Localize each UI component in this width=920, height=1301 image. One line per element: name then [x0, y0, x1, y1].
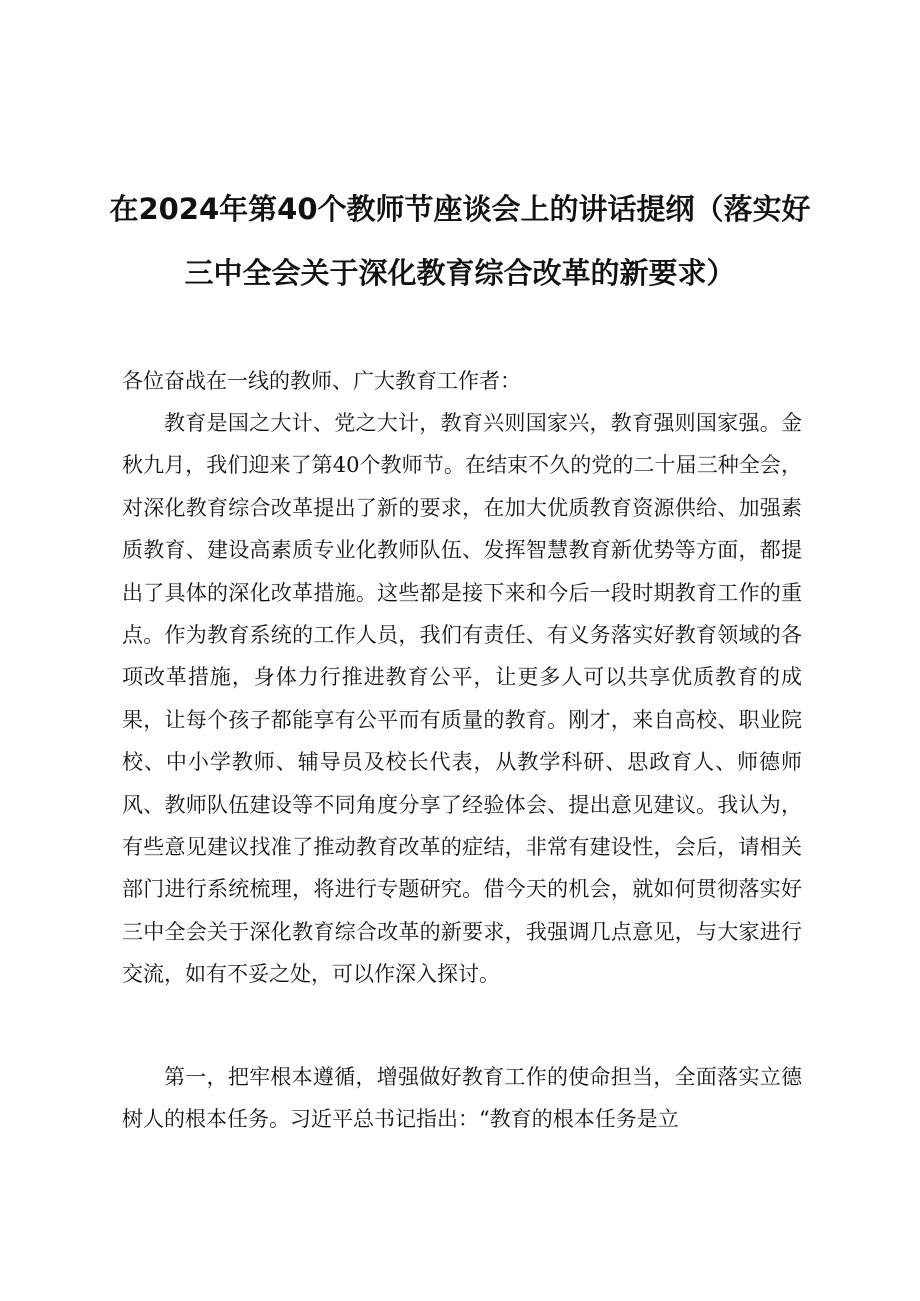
- document-title-line-2: 三中全会关于深化教育综合改革的新要求）: [184, 256, 736, 290]
- document-title-line-1: 在2024年第40个教师节座谈会上的讲话提纲（落实好: [109, 192, 811, 226]
- paragraph-intro: 教育是国之大计、党之大计，教育兴则国家兴，教育强则国家强。金秋九月，我们迎来了第40个教师节。在结束不久的党的二十届三种全会，对深化教育综合改革提出了新的要求，在加大优质教育资源供给、加强素质教育、建设高素质专业化教师队伍、发挥智慧教育新优势等方面，都提出了具体的深化改革措施。这些都是接下来和今后一段时期教育工作的重点。作为教育系统的工作人员，我们有责任、有义务落实好教育领域的各项改革措施，身体力行推进教育公平，让更多人可以共享优质教育的成果，让每个孩子都能享有公平而有质量的教育。刚才，来自高校、职业院校、中小学教师、辅导员及校长代表，从教学科研、思政育人、师德师风、教师队伍建设等不同角度分享了经验体会、提出意见建议。我认为，有些意见建议找准了推动教育改革的症结，非常有建设性，会后，请相关部门进行系统梳理，将进行专题研究。借今天的机会，就如何贯彻落实好三中全会关于深化教育综合改革的新要求，我强调几点意见，与大家进行交流，如有不妥之处，可以作深入探讨。: [122, 411, 802, 987]
- salutation: 各位奋战在一线的教师、广大教育工作者：: [122, 369, 521, 393]
- paragraph-first-point: 第一，把牢根本遵循，增强做好教育工作的使命担当，全面落实立德树人的根本任务。习近平总书记指出：“教育的根本任务是立: [122, 1065, 802, 1131]
